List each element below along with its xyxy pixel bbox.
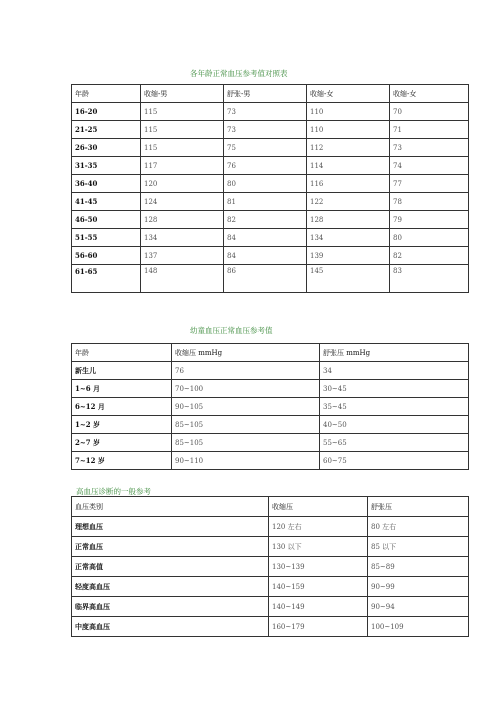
table-cell: 80 左右 (368, 517, 469, 537)
table-cell: 73 (390, 139, 469, 157)
table-row (72, 103, 469, 121)
row-label: 56-60 (72, 247, 141, 265)
row-label: 轻度高血压 (72, 577, 269, 597)
table-cell: 80 (224, 175, 307, 193)
row-label: 临界高血压 (72, 597, 269, 617)
table-cell: 30~45 (320, 380, 469, 398)
column-header: 收缩-女 (307, 85, 390, 103)
table-cell: 100~109 (368, 617, 469, 637)
column-header: 收缩压 mmHg (172, 344, 320, 362)
table-cell: 90~110 (172, 452, 320, 470)
column-header: 收缩压 (269, 497, 368, 517)
table-cell: 80 (390, 229, 469, 247)
row-label: 2~7 岁 (72, 434, 172, 452)
row-label: 21-25 (72, 121, 141, 139)
table-cell: 76 (172, 362, 320, 380)
table-cell: 73 (224, 103, 307, 121)
column-header: 年龄 (72, 85, 141, 103)
table-cell: 140~159 (269, 577, 368, 597)
table-cell: 34 (320, 362, 469, 380)
table-cell: 134 (141, 229, 224, 247)
table-cell: 81 (224, 193, 307, 211)
table-row (72, 434, 469, 452)
table-cell: 76 (224, 157, 307, 175)
table-cell: 115 (141, 121, 224, 139)
table-cell: 90~105 (172, 398, 320, 416)
adult-bp-table (71, 84, 469, 293)
table-cell: 120 左右 (269, 517, 368, 537)
table-row (72, 452, 469, 470)
table-row (72, 211, 469, 229)
table-cell: 85~105 (172, 416, 320, 434)
row-label: 7~12 岁 (72, 452, 172, 470)
table-cell: 86 (224, 265, 307, 293)
table-row (72, 416, 469, 434)
table-row (72, 380, 469, 398)
column-header: 血压类别 (72, 497, 269, 517)
row-label: 16-20 (72, 103, 141, 121)
table-cell: 130 以下 (269, 537, 368, 557)
table-row (72, 121, 469, 139)
table-cell: 116 (307, 175, 390, 193)
table-cell: 115 (141, 139, 224, 157)
row-label: 1~6 月 (72, 380, 172, 398)
table-cell: 112 (307, 139, 390, 157)
table-cell: 114 (307, 157, 390, 175)
table-cell: 82 (390, 247, 469, 265)
table-row (72, 229, 469, 247)
table-cell: 148 (141, 265, 224, 293)
row-label: 51-55 (72, 229, 141, 247)
row-label: 61-65 (72, 265, 141, 293)
column-header: 收缩-男 (141, 85, 224, 103)
table-cell: 124 (141, 193, 224, 211)
header-row (72, 497, 469, 517)
table-cell: 120 (141, 175, 224, 193)
table-cell: 85 以下 (368, 537, 469, 557)
table-cell: 115 (141, 103, 224, 121)
table-cell: 77 (390, 175, 469, 193)
table1-title: 各年龄正常血压参考值对照表 (190, 69, 288, 78)
table-cell: 79 (390, 211, 469, 229)
row-label: 31-35 (72, 157, 141, 175)
table-cell: 70 (390, 103, 469, 121)
table-row (72, 557, 469, 577)
table2-title: 幼童血压正常血压参考值 (190, 326, 273, 335)
table-row (72, 398, 469, 416)
table-cell: 83 (390, 265, 469, 293)
table-cell: 82 (224, 211, 307, 229)
table-cell: 130~139 (269, 557, 368, 577)
table-cell: 35~45 (320, 398, 469, 416)
table-row (72, 517, 469, 537)
row-label: 理想血压 (72, 517, 269, 537)
table-cell: 73 (224, 121, 307, 139)
table-cell: 110 (307, 121, 390, 139)
table-cell: 122 (307, 193, 390, 211)
table-cell: 117 (141, 157, 224, 175)
row-label: 中度高血压 (72, 617, 269, 637)
row-label: 26-30 (72, 139, 141, 157)
header-row (72, 344, 469, 362)
row-label: 正常高值 (72, 557, 269, 577)
table-cell: 90~94 (368, 597, 469, 617)
table-row (72, 265, 469, 293)
table-row (72, 247, 469, 265)
table-cell: 55~65 (320, 434, 469, 452)
table-row (72, 537, 469, 557)
table-cell: 128 (307, 211, 390, 229)
column-header: 收缩-女 (390, 85, 469, 103)
row-label: 1~2 岁 (72, 416, 172, 434)
row-label: 新生儿 (72, 362, 172, 380)
table-cell: 71 (390, 121, 469, 139)
table3-title: 高血压诊断的一般参考 (76, 487, 151, 496)
table-cell: 110 (307, 103, 390, 121)
table-row (72, 577, 469, 597)
table-cell: 128 (141, 211, 224, 229)
table-cell: 160~179 (269, 617, 368, 637)
table-row (72, 193, 469, 211)
row-label: 6~12 月 (72, 398, 172, 416)
table-row (72, 139, 469, 157)
header-row (72, 85, 469, 103)
table-cell: 85~89 (368, 557, 469, 577)
table-cell: 137 (141, 247, 224, 265)
table-cell: 140~149 (269, 597, 368, 617)
child-bp-table (71, 343, 469, 470)
table-cell: 70~100 (172, 380, 320, 398)
row-label: 41-45 (72, 193, 141, 211)
table-cell: 84 (224, 247, 307, 265)
table-cell: 134 (307, 229, 390, 247)
table-cell: 90~99 (368, 577, 469, 597)
table-cell: 145 (307, 265, 390, 293)
column-header: 年龄 (72, 344, 172, 362)
table-cell: 84 (224, 229, 307, 247)
table-cell: 74 (390, 157, 469, 175)
table-row (72, 597, 469, 617)
column-header: 舒张-男 (224, 85, 307, 103)
table-row (72, 157, 469, 175)
hypertension-table (71, 496, 469, 637)
column-header: 舒张压 (368, 497, 469, 517)
table-cell: 85~105 (172, 434, 320, 452)
table-row (72, 362, 469, 380)
table-cell: 78 (390, 193, 469, 211)
table-row (72, 175, 469, 193)
table-row (72, 617, 469, 637)
row-label: 正常血压 (72, 537, 269, 557)
column-header: 舒张压 mmHg (320, 344, 469, 362)
table-cell: 75 (224, 139, 307, 157)
table-cell: 139 (307, 247, 390, 265)
row-label: 46-50 (72, 211, 141, 229)
row-label: 36-40 (72, 175, 141, 193)
table-cell: 40~50 (320, 416, 469, 434)
table-cell: 60~75 (320, 452, 469, 470)
